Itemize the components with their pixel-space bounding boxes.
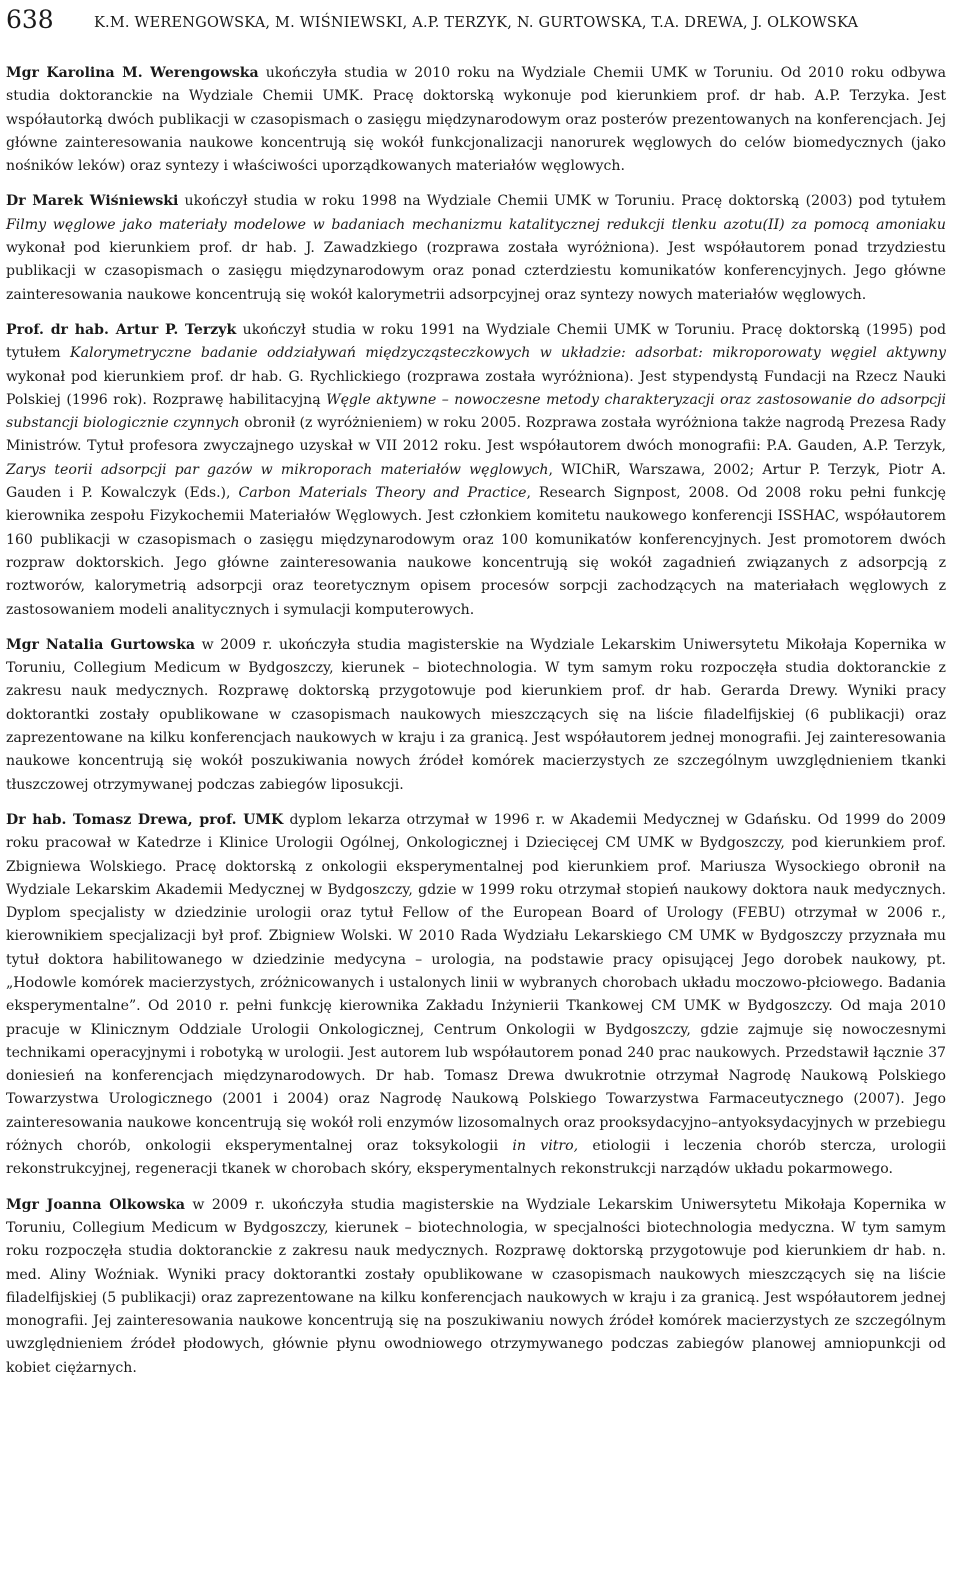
habilitation-title: Węgle aktywne – nowoczesne metody charakteryzacji oraz zastosowanie do adsorpcji substancji biologicznie czynnych	[6, 391, 946, 432]
monograph-title: Zarys teorii adsorpcji par gazów w mikroporach materiałów węglowych	[6, 461, 549, 478]
bio-wisniewski	[6, 190, 946, 306]
bio-text: ukończył studia w roku 1991 na Wydziale Chemii UMK w Toruniu. Pracę doktorską (1995) pod tytułem	[6, 321, 946, 362]
bio-name: Prof. dr hab. Artur P. Terzyk	[6, 321, 237, 338]
bio-drewa	[6, 809, 946, 1182]
running-head: K.M. WERENGOWSKA, M. WIŚNIEWSKI, A.P. TERZYK, N. GURTOWSKA, T.A. DREWA, J. OLKOWSKA	[94, 15, 859, 31]
thesis-title: Filmy węglowe jako materiały modelowe w badaniach mechanizmu katalitycznej redukcji tlenku azotu(II) za pomocą amoniaku	[6, 216, 946, 233]
page-header	[6, 4, 946, 40]
bio-text: ukończył studia w roku 1998 na Wydziale Chemii UMK w Toruniu. Pracę doktorską (2003) pod tytułem	[178, 193, 946, 210]
bio-text: dyplom lekarza otrzymał w 1996 r. w Akademii Medycznej w Gdańsku. Od 1999 do 2009 roku pracował w Katedrze i Klinice Urologii Ogólnej, Onkologicznej i Dziecięcej CM UMK w Bydgoszczy, pod kierunkiem prof. Zbigniewa Wolskiego. Pracę doktorską z onkologii eksperymentalnej pod kierunkiem prof. Mariusza Wysockiego obronił na Wydziale Lekarskim Akademii Medycznej w Bydgoszczy, gdzie w 1999 roku otrzymał stopień naukowy doktora nauk medycznych. Dyplom specjalisty w dziedzinie urologii oraz tytuł Fellow of the European Board of Urology (FEBU) otrzymał w 2006 r., kierownikiem specjalizacji był prof. Zbigniew Wolski. W 2010 Rada Wydziału Lekarskiego CM UMK w Bydgoszczy przyznała mu tytuł doktora habilitowanego w dziedzinie medycyna – urologia, na podstawie pracy opisującej Jego dorobek naukowy, pt. „Hodowle komórek macierzystych, zróżnicowanych i ustalonych linii w wybranych chorobach układu moczowo-płciowego. Badania eksperymentalne”. Od 2010 r. pełni funkcję kierownika Zakładu Inżynierii Tkankowej CM UMK w Bydgoszczy. Od maja 2010 pracuje w Klinicznym Oddziale Urologii Onkologicznej, Centrum Onkologii w Bydgoszczy, gdzie zajmuje się nowoczesnymi technikami operacyjnymi i robotyką w urologii. Jest autorem lub współautorem ponad 240 prac naukowych. Przedstawił łącznie 37 doniesień na konferencjach międzynarodowych. Dr hab. Tomasz Drewa dwukrotnie otrzymał Nagrodę Naukową Polskiego Towarzystwa Urologicznego (2001 i 2004) oraz Nagrodę Naukową Polskiego Towarzystwa Farmaceutycznego (2007). Jego zainteresowania naukowe koncentrują się wokół roli enzymów lizosomalnych oraz prooksydacyjno–antyoksydacyjnych w przebiegu różnych chorób, onkologii eksperymentalnej oraz toksykologii	[6, 811, 946, 1155]
bio-name: Mgr Natalia Gurtowska	[6, 636, 196, 653]
bio-text: w 2009 r. ukończyła studia magisterskie na Wydziale Lekarskim Uniwersytetu Mikołaja Kopernika w Toruniu, Collegium Medicum w Bydgoszczy, kierunek – biotechnologia. W tym samym roku rozpoczęła studia doktoranckie z zakresu nauk medycznych. Rozprawę doktorską przygotowuje pod kierunkiem prof. dr hab. Gerarda Drewy. Wyniki pracy doktorantki zostały opublikowane w czasopismach naukowych mieszczących się na liście filadelfijskiej (6 publikacji) oraz zaprezentowane na kilku konferencjach naukowych w kraju i za granicą. Jest współautorem jednej monografii. Jej zainteresowania naukowe koncentrują się wokół poszukiwania nowych źródeł komórek macierzystych ze szczególnym uwzględnieniem tkanki tłuszczowej otrzymywanej podczas zabiegów liposukcji.	[6, 636, 946, 793]
bio-name: Mgr Joanna Olkowska	[6, 1196, 186, 1213]
bio-olkowska	[6, 1194, 946, 1380]
bio-text: obronił (z wyróżnieniem) w roku 2005. Rozprawa została wyróżniona także nagrodą Prezesa Rady Ministrów. Tytuł profesora zwyczajnego uzyskał w VII 2012 roku. Jest współautorem dwóch monografii: P.A. Gauden, A.P. Terzyk,	[6, 415, 946, 455]
bio-gurtowska	[6, 634, 946, 797]
bio-text: , WIChiR, Warszawa, 2002; Artur P. Terzyk, Piotr A. Gauden i P. Kowalczyk (Eds.),	[6, 461, 946, 502]
bio-terzyk	[6, 319, 946, 622]
bio-text: wykonał pod kierunkiem prof. dr hab. J. Zawadzkiego (rozprawa została wyróżniona). Jest współautorem ponad trzydziestu publikacji w czasopismach o zasięgu międzynarodowym oraz ponad czterdziestu komunikatów konferencyjnych. Jego główne zainteresowania naukowe koncentrują się wokół kalorymetrii adsorpcyjnej oraz syntezy nowych materiałów węglowych.	[6, 240, 946, 303]
page-body	[6, 62, 946, 1392]
bio-name: Dr hab. Tomasz Drewa, prof. UMK	[6, 811, 284, 828]
bio-name: Mgr Karolina M. Werengowska	[6, 65, 259, 81]
bio-werengowska	[6, 62, 946, 178]
bio-text: etiologii i leczenia chorób sterczа, urologii rekonstrukcyjnej, regeneracji tkanek w chorobach skóry, eksperymentalnych rekonstrukcji narządów układu pokarmowego.	[6, 1138, 946, 1178]
thesis-title: Kalorymetryczne badanie oddziaływań międzycząsteczkowych w układzie: adsorbat: mikroporowaty węgiel aktywny	[70, 345, 946, 362]
bio-text: , Research Signpost, 2008. Od 2008 roku pełni funkcję kierownika zespołu Fizykochemii Materiałów Węglowych. Jest członkiem komitetu naukowego konferencji ISSHAC, współautorem 160 publikacji w czasopismach o zasięgu międzynarodowym oraz 100 komunikatów konferencyjnych. Jest promotorem dwóch rozpraw doktorskich. Jego główne zainteresowania naukowe koncentrują się wokół zagadnień związanych z adsorpcją z roztworów, kalorymetrią adsorpcji oraz teoretycznym opisem procesów sorpcji zachodzących na materiałach węglowych z zastosowaniem modeli analitycznych i symulacji komputerowych.	[6, 485, 946, 618]
bio-text: w 2009 r. ukończyła studia magisterskie na Wydziale Lekarskim Uniwersytetu Mikołaja Kopernika w Toruniu, Collegium Medicum w Bydgoszczy, kierunek – biotechnologia, w specjalności biotechnologia medyczna. W tym samym roku rozpoczęła studia doktoranckie z zakresu nauk medycznych. Rozprawę doktorską przygotowuje pod kierunkiem dr hab. n. med. Aliny Woźniak. Wyniki pracy doktorantki zostały opublikowane w czasopismach naukowych mieszczących się na liście filadelfijskiej (5 publikacji) oraz zaprezentowane na kilku konferencjach naukowych w kraju i za granicą. Jest współautorem jednej monografii. Jej zainteresowania naukowe koncentrują się na poszukiwaniu nowych źródeł komórek macierzystych ze szczególnym uwzględnieniem źródeł płodowych, głównie płynu owodniowego otrzymywanego podczas zabiegów planowej amniopunkcji od kobiet ciężarnych.	[6, 1196, 946, 1376]
page-number: 638	[6, 5, 54, 34]
italic-term: in vitro,	[512, 1138, 579, 1155]
bio-text: wykonał pod kierunkiem prof. dr hab. G. Rychlickiego (rozprawa została wyróżniona). Jest stypendystą Fundacji na Rzecz Nauki Polskiej (1996 rok). Rozprawę habilitacyjną	[6, 368, 946, 408]
monograph-title: Carbon Materials Theory and Practice	[238, 485, 527, 502]
bio-text: ukończyła studia w 2010 roku na Wydziale Chemii UMK w Toruniu. Od 2010 roku odbywa studia doktoranckie na Wydziale Chemii UMK. Pracę doktorską wykonuje pod kierunkiem prof. dr hab. A.P. Terzyka. Jest współautorką dwóch publikacji w czasopismach o zasięgu międzynarodowym oraz posterów prezentowanych na konferencjach. Jej główne zainteresowania naukowe koncentrują się wokół funkcjonalizacji nanorurek węglowych do celów biomedycznych (jako nośników leków) oraz syntezy i właściwości uporządkowanych materiałów węglowych.	[6, 65, 946, 175]
bio-name: Dr Marek Wiśniewski	[6, 193, 179, 210]
